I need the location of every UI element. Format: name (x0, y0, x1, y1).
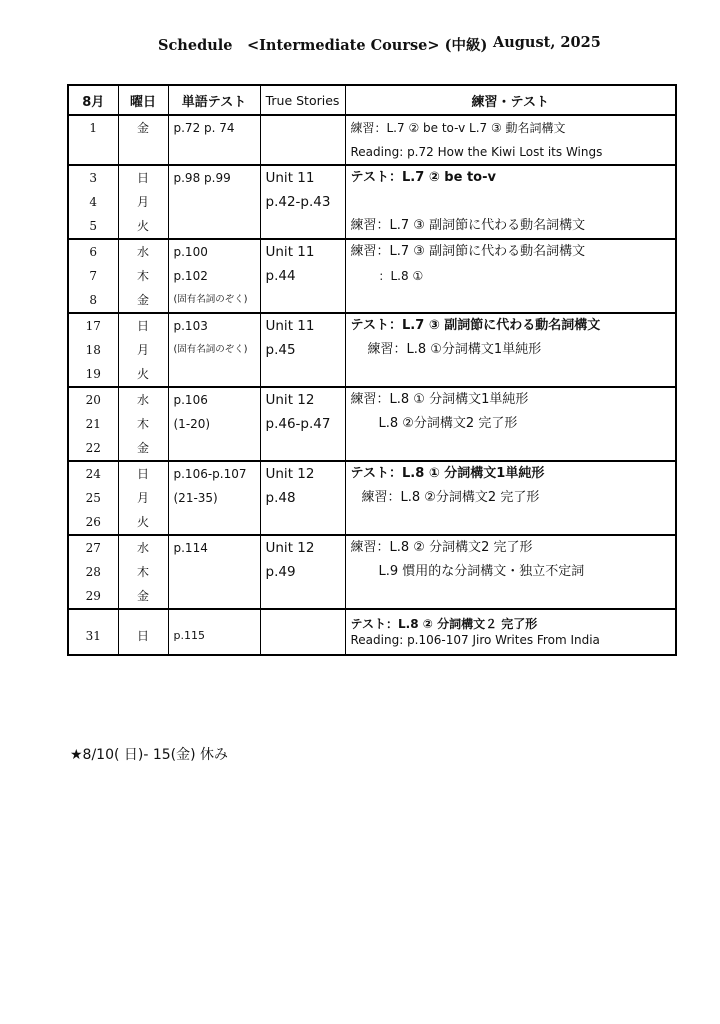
true-stories-cell: Unit 11 (265, 318, 315, 334)
weekday-cell: 木 (136, 417, 149, 431)
header-row (68, 85, 676, 115)
true-stories-cell: Unit 12 (265, 466, 315, 482)
schedule-group (68, 239, 676, 313)
weekday-cell: 月 (136, 343, 149, 357)
practice-line (346, 436, 676, 460)
practice-line: 練習：L.8 ② 分詞構文2 完了形 (350, 540, 533, 555)
practice-line (346, 510, 676, 534)
true-stories-cell: p.42-p.43 (265, 194, 331, 210)
schedule-group (68, 461, 676, 535)
document-title (0, 34, 720, 54)
header-vocab-test: 単語テスト (168, 85, 260, 115)
date-cell: 28 (85, 565, 101, 579)
true-stories-cell: Unit 12 (265, 540, 315, 556)
true-stories-cell: Unit 11 (265, 170, 315, 186)
weekday-cell: 火 (136, 515, 149, 529)
test-line: テスト：L.8 ① 分詞構文1単純形 (350, 466, 545, 481)
schedule-table (67, 84, 677, 656)
test-line: テスト：L.7 ② be to-v (350, 170, 496, 185)
weekday-cell: 水 (136, 393, 149, 407)
date-cell: 7 (89, 269, 98, 283)
date-cell: 6 (89, 245, 98, 259)
vocab-cell: p.103 (173, 319, 208, 333)
date-cell: 8 (89, 293, 98, 307)
date-cell: 25 (85, 491, 101, 505)
date-cell: 26 (85, 515, 101, 529)
true-stories-cell: p.44 (265, 268, 296, 284)
weekday-cell: 火 (136, 219, 149, 233)
vocab-cell: p.106-p.107 (173, 467, 247, 481)
test-line: テスト：L.8 ② 分詞構文２ 完了形 (350, 617, 538, 631)
weekday-cell: 月 (136, 195, 149, 209)
true-stories-cell (261, 288, 345, 312)
vocab-cell (169, 510, 260, 534)
weekday-cell: 日 (136, 171, 149, 185)
practice-line: 練習：L.8 ① 分詞構文1単純形 (350, 392, 529, 407)
test-line: テスト：L.7 ③ 副詞節に代わる動名詞構文 (350, 318, 601, 333)
practice-line: 練習：L.7 ③ 副詞節に代わる動名詞構文 (350, 244, 586, 259)
weekday-cell: 水 (136, 541, 149, 555)
header-practice-test: 練習・テスト (345, 85, 676, 115)
practice-line: 練習：L.8 ②分詞構文2 完了形 (361, 490, 540, 505)
reading-line: Reading: p.106-107 Jiro Writes From India (350, 633, 600, 647)
weekday-cell: 日 (136, 319, 149, 333)
weekday-cell: 金 (136, 441, 149, 455)
vocab-cell (169, 214, 260, 238)
practice-line: L.8 ②分詞構文2 完了形 (378, 416, 518, 431)
weekday-cell: 月 (136, 491, 149, 505)
weekday-cell: 水 (136, 245, 149, 259)
header-weekday: 曜日 (118, 85, 168, 115)
true-stories-cell: p.48 (265, 490, 296, 506)
schedule-group (68, 609, 676, 655)
date-cell: 18 (85, 343, 101, 357)
practice-line: 練習：L.8 ①分詞構文1単純形 (367, 342, 542, 357)
vocab-cell (169, 362, 260, 386)
true-stories-cell (261, 214, 345, 238)
holiday-note: ★8/10( 日)- 15(金) 休み (70, 747, 229, 763)
vocab-cell: p.114 (173, 541, 208, 555)
vocab-cell: (1-20) (173, 417, 211, 431)
date-cell: 29 (85, 589, 101, 603)
practice-line: ：L.8 ① (378, 269, 424, 283)
header-month: 8月 (68, 85, 118, 115)
date-cell: 4 (89, 195, 98, 209)
vocab-cell: p.102 (173, 269, 208, 283)
true-stories-cell: p.49 (265, 564, 296, 580)
practice-line: 練習：L.7 ③ 副詞節に代わる動名詞構文 (350, 218, 586, 233)
vocab-cell (169, 436, 260, 460)
schedule-group (68, 313, 676, 387)
true-stories-cell (261, 362, 345, 386)
weekday-cell: 金 (136, 121, 149, 135)
practice-line: 練習：L.7 ② be to-v L.7 ③ 動名詞構文 (350, 121, 566, 135)
vocab-note: (固有名詞のぞく) (173, 344, 248, 355)
practice-line (346, 288, 676, 312)
true-stories-cell (261, 610, 345, 626)
vocab-cell: p.115 (173, 629, 205, 642)
vocab-note: (固有名詞のぞく) (173, 294, 248, 305)
vocab-cell: p.98 p.99 (173, 171, 231, 185)
date-cell: 22 (85, 441, 101, 455)
date-cell: 1 (89, 121, 98, 135)
vocab-cell: p.106 (173, 393, 208, 407)
date-cell: 20 (85, 393, 101, 407)
true-stories-cell: p.45 (265, 342, 296, 358)
schedule-group (68, 165, 676, 239)
vocab-cell (169, 560, 260, 584)
vocab-cell: p.100 (173, 245, 208, 259)
weekday-cell: 火 (136, 367, 149, 381)
month-year: August, 2025 (493, 34, 601, 51)
true-stories-cell (261, 510, 345, 534)
weekday-cell: 金 (136, 293, 149, 307)
date-cell: 3 (89, 171, 98, 185)
date-cell: 21 (85, 417, 101, 431)
true-stories-cell (261, 584, 345, 608)
schedule-group (68, 387, 676, 461)
date-cell: 17 (85, 319, 101, 333)
date-cell: 24 (85, 467, 101, 481)
true-stories-cell: Unit 11 (265, 244, 315, 260)
header-true-stories: True Stories (260, 85, 345, 115)
true-stories-cell (261, 436, 345, 460)
vocab-cell: p.72 p. 74 (173, 121, 235, 135)
weekday-cell: 金 (136, 589, 149, 603)
weekday-cell: 木 (136, 269, 149, 283)
practice-line: L.9 慣用的な分詞構文・独立不定詞 (378, 564, 585, 579)
vocab-cell (169, 584, 260, 608)
weekday-cell: 木 (136, 565, 149, 579)
true-stories-cell: p.46-p.47 (265, 416, 331, 432)
schedule-group (68, 115, 676, 165)
true-stories-cell: Unit 12 (265, 392, 315, 408)
practice-line (346, 190, 676, 214)
course-title: Schedule <Intermediate Course> (中級) (158, 37, 488, 54)
vocab-cell: (21-35) (173, 491, 218, 505)
date-cell: 5 (89, 219, 98, 233)
schedule-group (68, 535, 676, 609)
weekday-cell: 日 (136, 467, 149, 481)
practice-line (346, 584, 676, 608)
practice-line (346, 362, 676, 386)
vocab-cell (169, 190, 260, 214)
date-cell: 31 (85, 629, 101, 643)
true-stories-cell (261, 116, 345, 140)
reading-line: Reading: p.72 How the Kiwi Lost its Wings (350, 145, 603, 159)
date-cell: 19 (85, 367, 101, 381)
date-cell: 27 (85, 541, 101, 555)
weekday-cell: 日 (136, 629, 149, 643)
